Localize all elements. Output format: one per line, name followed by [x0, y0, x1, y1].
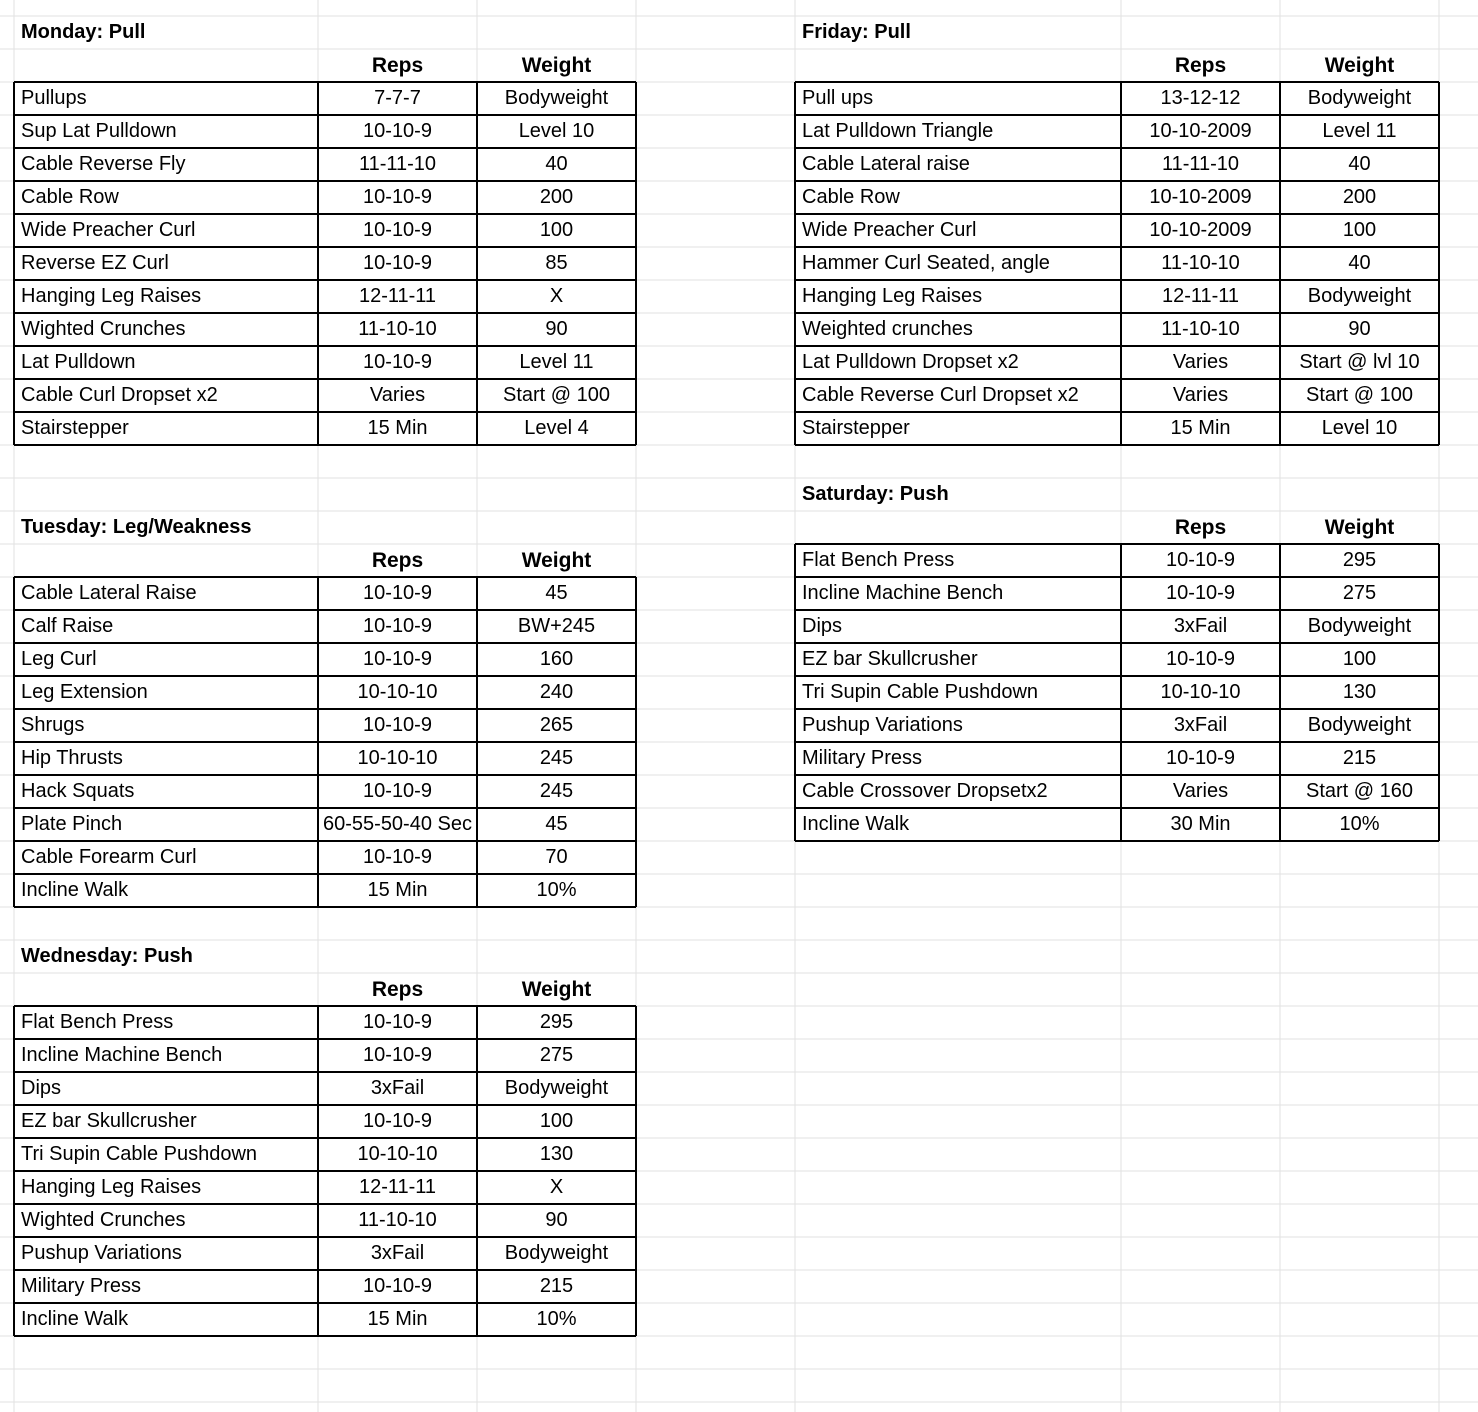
- reps-cell[interactable]: 60-55-50-40 Sec: [323, 813, 472, 835]
- weight-cell[interactable]: 10%: [536, 879, 577, 901]
- exercise-name-cell[interactable]: Reverse EZ Curl: [21, 252, 169, 274]
- weight-header[interactable]: Weight: [521, 54, 592, 77]
- reps-cell[interactable]: 10-10-9: [363, 615, 432, 637]
- weight-cell[interactable]: Bodyweight: [504, 1077, 609, 1099]
- exercise-name-cell[interactable]: Incline Walk: [21, 1308, 129, 1330]
- exercise-name-cell[interactable]: Tri Supin Cable Pushdown: [21, 1143, 258, 1165]
- weight-cell[interactable]: 10%: [536, 1308, 577, 1330]
- exercise-name-cell[interactable]: Lat Pulldown: [21, 351, 136, 373]
- reps-cell[interactable]: Varies: [1172, 780, 1229, 802]
- weight-cell[interactable]: 295: [539, 1011, 574, 1033]
- weight-cell[interactable]: Bodyweight: [1307, 714, 1412, 736]
- reps-header[interactable]: Reps: [371, 978, 424, 1001]
- weight-cell[interactable]: 90: [545, 318, 568, 340]
- weight-cell[interactable]: Level 11: [1322, 120, 1397, 142]
- exercise-name-cell[interactable]: Dips: [21, 1077, 62, 1099]
- reps-cell[interactable]: 10-10-2009: [1149, 186, 1252, 208]
- weight-cell[interactable]: Bodyweight: [504, 1242, 609, 1264]
- exercise-name-cell[interactable]: Cable Curl Dropset x2: [21, 384, 218, 406]
- reps-cell[interactable]: 3xFail: [370, 1242, 425, 1264]
- weight-cell[interactable]: 200: [539, 186, 574, 208]
- exercise-name-cell[interactable]: Hanging Leg Raises: [802, 285, 983, 307]
- exercise-name-cell[interactable]: Hammer Curl Seated, angle: [802, 252, 1050, 274]
- exercise-name-cell[interactable]: EZ bar Skullcrusher: [21, 1110, 197, 1132]
- reps-cell[interactable]: 10-10-9: [363, 219, 432, 241]
- weight-cell[interactable]: 90: [1348, 318, 1371, 340]
- exercise-name-cell[interactable]: Cable Row: [802, 186, 900, 208]
- reps-header[interactable]: Reps: [1174, 54, 1227, 77]
- reps-cell[interactable]: 11-10-10: [1161, 318, 1240, 340]
- weight-cell[interactable]: 295: [1342, 549, 1377, 571]
- exercise-name-cell[interactable]: Incline Machine Bench: [21, 1044, 223, 1066]
- weight-cell[interactable]: 45: [545, 813, 568, 835]
- weight-cell[interactable]: Start @ 160: [1305, 780, 1414, 802]
- weight-cell[interactable]: 90: [545, 1209, 568, 1231]
- exercise-name-cell[interactable]: Wide Preacher Curl: [802, 219, 977, 241]
- weight-cell[interactable]: 200: [1342, 186, 1377, 208]
- block-title-monday[interactable]: Monday: Pull: [21, 21, 146, 43]
- exercise-name-cell[interactable]: Leg Curl: [21, 648, 97, 670]
- reps-cell[interactable]: 3xFail: [1173, 615, 1228, 637]
- exercise-name-cell[interactable]: Wighted Crunches: [21, 1209, 186, 1231]
- weight-cell[interactable]: Start @ 100: [1305, 384, 1414, 406]
- exercise-name-cell[interactable]: Plate Pinch: [21, 813, 123, 835]
- weight-cell[interactable]: X: [549, 285, 564, 307]
- exercise-name-cell[interactable]: Hanging Leg Raises: [21, 1176, 202, 1198]
- exercise-name-cell[interactable]: Cable Lateral raise: [802, 153, 970, 175]
- reps-cell[interactable]: 3xFail: [1173, 714, 1228, 736]
- exercise-name-cell[interactable]: Tri Supin Cable Pushdown: [802, 681, 1039, 703]
- reps-cell[interactable]: 10-10-10: [1160, 681, 1241, 703]
- exercise-name-cell[interactable]: Hanging Leg Raises: [21, 285, 202, 307]
- reps-cell[interactable]: 10-10-9: [363, 780, 432, 802]
- reps-cell[interactable]: 10-10-2009: [1149, 219, 1252, 241]
- weight-header[interactable]: Weight: [1324, 516, 1395, 539]
- weight-cell[interactable]: Start @ lvl 10: [1299, 351, 1420, 373]
- reps-cell[interactable]: 10-10-10: [357, 681, 438, 703]
- exercise-name-cell[interactable]: Wighted Crunches: [21, 318, 186, 340]
- exercise-name-cell[interactable]: Leg Extension: [21, 681, 148, 703]
- weight-cell[interactable]: Bodyweight: [1307, 87, 1412, 109]
- reps-header[interactable]: Reps: [1174, 516, 1227, 539]
- exercise-name-cell[interactable]: Incline Walk: [802, 813, 910, 835]
- reps-cell[interactable]: Varies: [1172, 384, 1229, 406]
- reps-cell[interactable]: 10-10-9: [363, 186, 432, 208]
- reps-cell[interactable]: 10-10-9: [363, 846, 432, 868]
- weight-cell[interactable]: Level 10: [1321, 417, 1398, 439]
- weight-cell[interactable]: 10%: [1339, 813, 1380, 835]
- exercise-name-cell[interactable]: Shrugs: [21, 714, 85, 736]
- weight-cell[interactable]: 100: [539, 219, 574, 241]
- block-title-saturday[interactable]: Saturday: Push: [802, 483, 949, 505]
- reps-cell[interactable]: 15 Min: [367, 1308, 428, 1330]
- block-title-friday[interactable]: Friday: Pull: [802, 21, 911, 43]
- weight-cell[interactable]: 100: [1342, 648, 1377, 670]
- reps-cell[interactable]: 10-10-9: [1166, 648, 1235, 670]
- reps-cell[interactable]: 10-10-9: [363, 1044, 432, 1066]
- weight-cell[interactable]: 160: [539, 648, 574, 670]
- exercise-name-cell[interactable]: Military Press: [802, 747, 923, 769]
- weight-cell[interactable]: 215: [1342, 747, 1377, 769]
- reps-cell[interactable]: 10-10-9: [1166, 747, 1235, 769]
- exercise-name-cell[interactable]: Weighted crunches: [802, 318, 973, 340]
- reps-cell[interactable]: 11-10-10: [358, 318, 437, 340]
- weight-cell[interactable]: X: [549, 1176, 564, 1198]
- reps-cell[interactable]: 10-10-9: [363, 1110, 432, 1132]
- weight-cell[interactable]: 45: [545, 582, 568, 604]
- exercise-name-cell[interactable]: Dips: [802, 615, 843, 637]
- weight-cell[interactable]: Bodyweight: [504, 87, 609, 109]
- exercise-name-cell[interactable]: Hip Thrusts: [21, 747, 123, 769]
- reps-cell[interactable]: 12-11-11: [1161, 285, 1240, 307]
- weight-cell[interactable]: 40: [1348, 153, 1371, 175]
- reps-cell[interactable]: 11-10-10: [358, 1209, 437, 1231]
- exercise-name-cell[interactable]: Cable Reverse Fly: [21, 153, 186, 175]
- reps-cell[interactable]: 10-10-9: [363, 351, 432, 373]
- weight-cell[interactable]: Level 11: [519, 351, 594, 373]
- exercise-name-cell[interactable]: Stairstepper: [21, 417, 129, 439]
- block-title-tuesday[interactable]: Tuesday: Leg/Weakness: [21, 516, 252, 538]
- weight-cell[interactable]: Bodyweight: [1307, 285, 1412, 307]
- exercise-name-cell[interactable]: Calf Raise: [21, 615, 114, 637]
- reps-cell[interactable]: 30 Min: [1170, 813, 1231, 835]
- exercise-name-cell[interactable]: Cable Forearm Curl: [21, 846, 197, 868]
- exercise-name-cell[interactable]: Flat Bench Press: [802, 549, 955, 571]
- weight-cell[interactable]: BW+245: [517, 615, 596, 637]
- reps-cell[interactable]: 11-11-10: [1161, 153, 1240, 175]
- reps-header[interactable]: Reps: [371, 54, 424, 77]
- exercise-name-cell[interactable]: Pushup Variations: [21, 1242, 182, 1264]
- exercise-name-cell[interactable]: Incline Walk: [21, 879, 129, 901]
- weight-header[interactable]: Weight: [1324, 54, 1395, 77]
- exercise-name-cell[interactable]: Lat Pulldown Triangle: [802, 120, 994, 142]
- weight-cell[interactable]: 245: [539, 747, 574, 769]
- reps-cell[interactable]: 10-10-9: [363, 252, 432, 274]
- weight-cell[interactable]: 70: [545, 846, 568, 868]
- reps-cell[interactable]: 10-10-10: [357, 747, 438, 769]
- weight-cell[interactable]: 240: [539, 681, 574, 703]
- exercise-name-cell[interactable]: Stairstepper: [802, 417, 910, 439]
- reps-cell[interactable]: Varies: [1172, 351, 1229, 373]
- reps-cell[interactable]: 10-10-10: [357, 1143, 438, 1165]
- reps-cell[interactable]: 15 Min: [367, 417, 428, 439]
- reps-cell[interactable]: 12-11-11: [358, 285, 437, 307]
- weight-cell[interactable]: 40: [545, 153, 568, 175]
- reps-cell[interactable]: 11-11-10: [358, 153, 437, 175]
- reps-cell[interactable]: 11-10-10: [1161, 252, 1240, 274]
- weight-cell[interactable]: 265: [539, 714, 574, 736]
- reps-cell[interactable]: 10-10-9: [363, 1275, 432, 1297]
- exercise-name-cell[interactable]: Cable Reverse Curl Dropset x2: [802, 384, 1079, 406]
- exercise-name-cell[interactable]: Hack Squats: [21, 780, 135, 802]
- reps-cell[interactable]: 7-7-7: [374, 87, 421, 109]
- weight-cell[interactable]: 275: [1342, 582, 1377, 604]
- reps-cell[interactable]: 10-10-9: [363, 1011, 432, 1033]
- weight-cell[interactable]: 100: [539, 1110, 574, 1132]
- reps-cell[interactable]: 10-10-2009: [1149, 120, 1252, 142]
- exercise-name-cell[interactable]: Cable Crossover Dropsetx2: [802, 780, 1048, 802]
- exercise-name-cell[interactable]: Flat Bench Press: [21, 1011, 174, 1033]
- weight-cell[interactable]: Start @ 100: [502, 384, 611, 406]
- weight-cell[interactable]: 100: [1342, 219, 1377, 241]
- exercise-name-cell[interactable]: Pull ups: [802, 87, 874, 109]
- exercise-name-cell[interactable]: Pullups: [21, 87, 87, 109]
- reps-cell[interactable]: 15 Min: [1170, 417, 1231, 439]
- weight-cell[interactable]: Level 10: [518, 120, 595, 142]
- weight-cell[interactable]: 275: [539, 1044, 574, 1066]
- weight-cell[interactable]: 85: [545, 252, 568, 274]
- reps-cell[interactable]: Varies: [369, 384, 426, 406]
- exercise-name-cell[interactable]: Incline Machine Bench: [802, 582, 1004, 604]
- reps-cell[interactable]: 10-10-9: [363, 120, 432, 142]
- weight-cell[interactable]: Level 4: [524, 417, 589, 439]
- exercise-name-cell[interactable]: Wide Preacher Curl: [21, 219, 196, 241]
- block-title-wednesday[interactable]: Wednesday: Push: [21, 945, 193, 967]
- weight-header[interactable]: Weight: [521, 549, 592, 572]
- weight-cell[interactable]: 245: [539, 780, 574, 802]
- exercise-name-cell[interactable]: Sup Lat Pulldown: [21, 120, 177, 142]
- weight-cell[interactable]: 215: [539, 1275, 574, 1297]
- weight-cell[interactable]: 40: [1348, 252, 1371, 274]
- reps-cell[interactable]: 10-10-9: [1166, 582, 1235, 604]
- reps-header[interactable]: Reps: [371, 549, 424, 572]
- reps-cell[interactable]: 10-10-9: [363, 582, 432, 604]
- weight-cell[interactable]: Bodyweight: [1307, 615, 1412, 637]
- exercise-name-cell[interactable]: Lat Pulldown Dropset x2: [802, 351, 1019, 373]
- weight-cell[interactable]: 130: [1342, 681, 1377, 703]
- reps-cell[interactable]: 10-10-9: [363, 648, 432, 670]
- reps-cell[interactable]: 3xFail: [370, 1077, 425, 1099]
- reps-cell[interactable]: 12-11-11: [358, 1176, 437, 1198]
- exercise-name-cell[interactable]: Cable Row: [21, 186, 119, 208]
- exercise-name-cell[interactable]: Military Press: [21, 1275, 142, 1297]
- reps-cell[interactable]: 10-10-9: [1166, 549, 1235, 571]
- reps-cell[interactable]: 15 Min: [367, 879, 428, 901]
- exercise-name-cell[interactable]: Pushup Variations: [802, 714, 963, 736]
- weight-cell[interactable]: 130: [539, 1143, 574, 1165]
- reps-cell[interactable]: 13-12-12: [1160, 87, 1241, 109]
- exercise-name-cell[interactable]: Cable Lateral Raise: [21, 582, 197, 604]
- reps-cell[interactable]: 10-10-9: [363, 714, 432, 736]
- exercise-name-cell[interactable]: EZ bar Skullcrusher: [802, 648, 978, 670]
- weight-header[interactable]: Weight: [521, 978, 592, 1001]
